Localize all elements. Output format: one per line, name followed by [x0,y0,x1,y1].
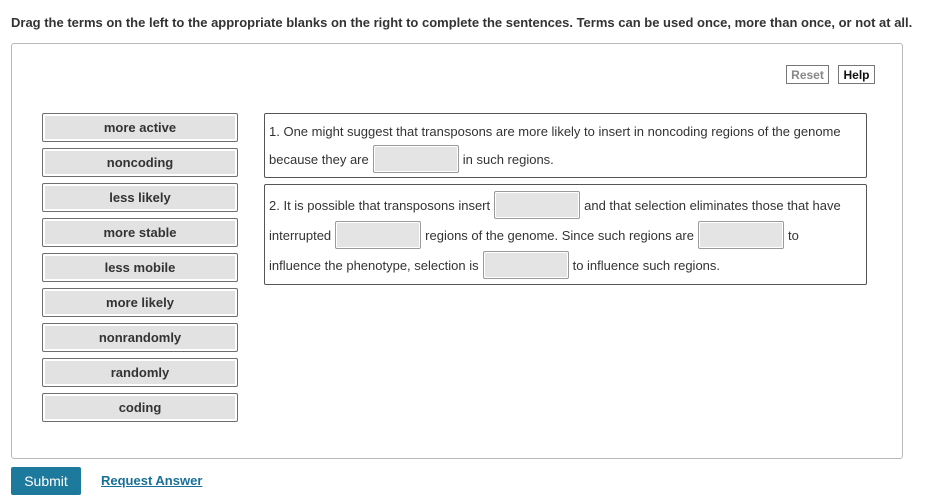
term-nonrandomly[interactable]: nonrandomly [42,323,238,352]
term-more-active[interactable]: more active [42,113,238,142]
instructions: Drag the terms on the left to the appropriate blanks on the right to complete the sentences. Terms can be used once, more than once, or not at all. [11,15,913,30]
sentence-2-text-2: and that selection eliminates those that have [584,197,841,213]
blank-3[interactable] [335,221,421,249]
sentence-2-text-1: 2. It is possible that transposons insert [269,197,491,213]
sentence-2-box [264,184,867,285]
sentence-1-line-1 [269,116,841,146]
blank-5[interactable] [483,251,569,279]
blank-1[interactable] [373,145,459,173]
sentence-1-text-3: in such regions. [462,151,554,167]
sentence-2-line-1 [269,190,841,220]
sentence-2-text-3: interrupted [269,227,332,243]
help-button[interactable]: Help [838,65,875,84]
submit-button[interactable]: Submit [11,467,81,495]
term-less-mobile[interactable]: less mobile [42,253,238,282]
blank-2[interactable] [494,191,580,219]
sentence-1-line-2 [269,144,554,174]
sentence-2-text-6: influence the phenotype, selection is [269,257,479,273]
sentence-2-text-5: to [788,227,799,243]
reset-button[interactable]: Reset [786,65,829,84]
sentence-1-text-2: because they are [269,151,369,167]
term-more-likely[interactable]: more likely [42,288,238,317]
term-randomly[interactable]: randomly [42,358,238,387]
request-answer-link[interactable]: Request Answer [101,473,203,488]
term-bank [42,113,238,428]
blank-4[interactable] [698,221,784,249]
sentence-2-text-4: regions of the genome. Since such regions are [425,227,694,243]
sentence-2-line-2 [269,220,799,250]
sentence-2-line-3 [269,250,720,280]
term-noncoding[interactable]: noncoding [42,148,238,177]
term-less-likely[interactable]: less likely [42,183,238,212]
sentence-2-text-7: to influence such regions. [572,257,721,273]
term-more-stable[interactable]: more stable [42,218,238,247]
sentence-1-box [264,113,867,178]
sentence-1-text-1: 1. One might suggest that transposons are more likely to insert in noncoding regions of the genome [269,123,841,139]
term-coding[interactable]: coding [42,393,238,422]
